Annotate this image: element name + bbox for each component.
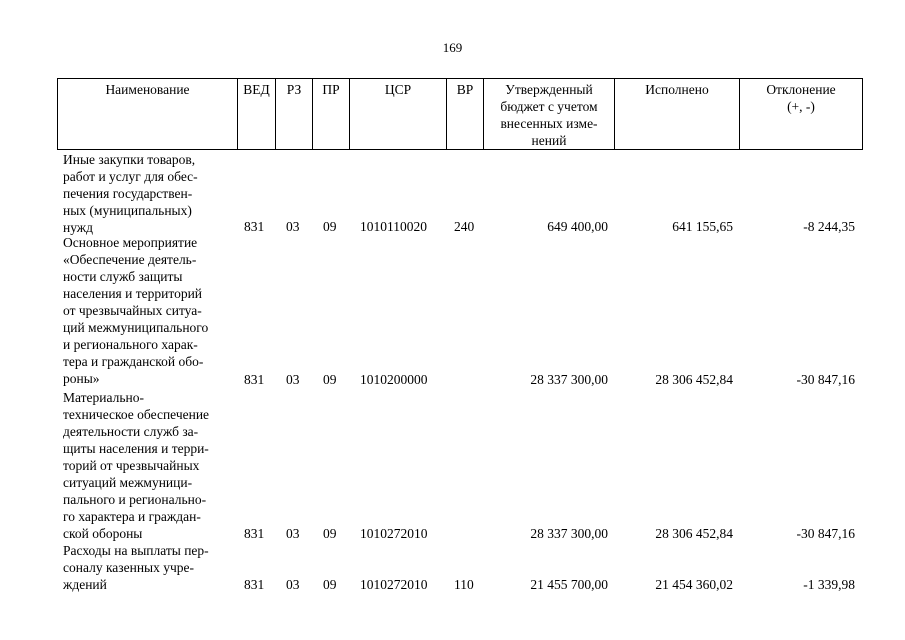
header-budget-line: Утвержденный	[505, 82, 593, 97]
row-name-line: ской обороны	[63, 526, 143, 541]
row-name-line: ситуаций межмуници-	[63, 475, 193, 490]
row-name-line: торий от чрезвычайных	[63, 458, 200, 473]
row-name-line: техническое обеспечение	[63, 407, 210, 422]
header-budget	[484, 79, 615, 150]
row-name-line: Основное мероприятие	[63, 235, 198, 250]
cell-deviation: -30 847,16	[796, 526, 855, 541]
header-ved: ВЕД	[238, 79, 276, 150]
row-name-line: ждений	[63, 577, 107, 592]
row-name-line: соналу казенных учре-	[63, 560, 195, 575]
header-deviation	[740, 79, 863, 150]
cell-pr: 09	[323, 526, 337, 541]
header-budget-line: бюджет с учетом	[500, 99, 598, 114]
row-name-line: «Обеспечение деятель-	[63, 252, 197, 267]
table-header	[57, 78, 863, 150]
cell-budget: 28 337 300,00	[530, 526, 608, 541]
cell-executed: 641 155,65	[672, 219, 733, 234]
header-csr: ЦСР	[350, 79, 447, 150]
row-name-line: ных (муниципальных)	[63, 203, 192, 218]
row-name-line: печения государствен-	[63, 186, 193, 201]
row-name-line: го характера и граждан-	[63, 509, 201, 524]
row-name-line: работ и услуг для обес-	[63, 169, 198, 184]
page-number: 169	[442, 40, 463, 55]
cell-executed: 28 306 452,84	[655, 372, 733, 387]
header-deviation-line: Отклонение	[766, 82, 836, 97]
cell-ved: 831	[244, 526, 265, 541]
row-name	[63, 542, 238, 593]
header-deviation-line: (+, -)	[787, 99, 815, 114]
cell-vr: 110	[454, 577, 474, 592]
cell-pr: 09	[323, 372, 337, 387]
row-name-line: деятельности служб за-	[63, 424, 199, 439]
cell-budget: 649 400,00	[547, 219, 608, 234]
cell-budget: 21 455 700,00	[530, 577, 608, 592]
row-name-line: и регионального харак-	[63, 337, 198, 352]
row-name-line: ций межмуниципального	[63, 320, 209, 335]
row-name-line: ности служб защиты	[63, 269, 183, 284]
header-executed: Исполнено	[615, 79, 740, 150]
header-pr: ПР	[313, 79, 350, 150]
cell-vr: 240	[454, 219, 475, 234]
row-name	[63, 151, 238, 236]
row-name-line: Материально-	[63, 390, 144, 405]
row-name-line: Иные закупки товаров,	[63, 152, 196, 167]
row-name-line: пального и регионально-	[63, 492, 207, 507]
cell-csr: 1010110020	[360, 219, 427, 234]
cell-budget: 28 337 300,00	[530, 372, 608, 387]
cell-deviation: -8 244,35	[803, 219, 855, 234]
row-name-line: нужд	[63, 220, 93, 235]
cell-pr: 09	[323, 577, 337, 592]
row-name-line: населения и территорий	[63, 286, 203, 301]
cell-rz: 03	[286, 372, 300, 387]
header-budget-line: нений	[531, 133, 567, 148]
header-vr: ВР	[447, 79, 484, 150]
cell-rz: 03	[286, 526, 300, 541]
row-name	[63, 234, 238, 387]
cell-csr: 1010200000	[360, 372, 428, 387]
cell-csr: 1010272010	[360, 526, 428, 541]
row-name-line: тера и гражданской обо-	[63, 354, 204, 369]
cell-rz: 03	[286, 577, 300, 592]
header-name: Наименование	[58, 79, 238, 150]
row-name-line: Расходы на выплаты пер-	[63, 543, 209, 558]
cell-deviation: -1 339,98	[803, 577, 855, 592]
cell-ved: 831	[244, 372, 265, 387]
cell-rz: 03	[286, 219, 300, 234]
cell-executed: 28 306 452,84	[655, 526, 733, 541]
cell-ved: 831	[244, 577, 265, 592]
row-name-line: щиты населения и терри-	[63, 441, 209, 456]
cell-pr: 09	[323, 219, 337, 234]
cell-executed: 21 454 360,02	[655, 577, 733, 592]
header-budget-line: внесенных изме-	[500, 116, 598, 131]
header-rz: РЗ	[276, 79, 313, 150]
cell-ved: 831	[244, 219, 265, 234]
row-name-line: от чрезвычайных ситуа-	[63, 303, 202, 318]
row-name	[63, 389, 238, 542]
cell-deviation: -30 847,16	[796, 372, 855, 387]
cell-csr: 1010272010	[360, 577, 428, 592]
row-name-line: роны»	[63, 371, 100, 386]
